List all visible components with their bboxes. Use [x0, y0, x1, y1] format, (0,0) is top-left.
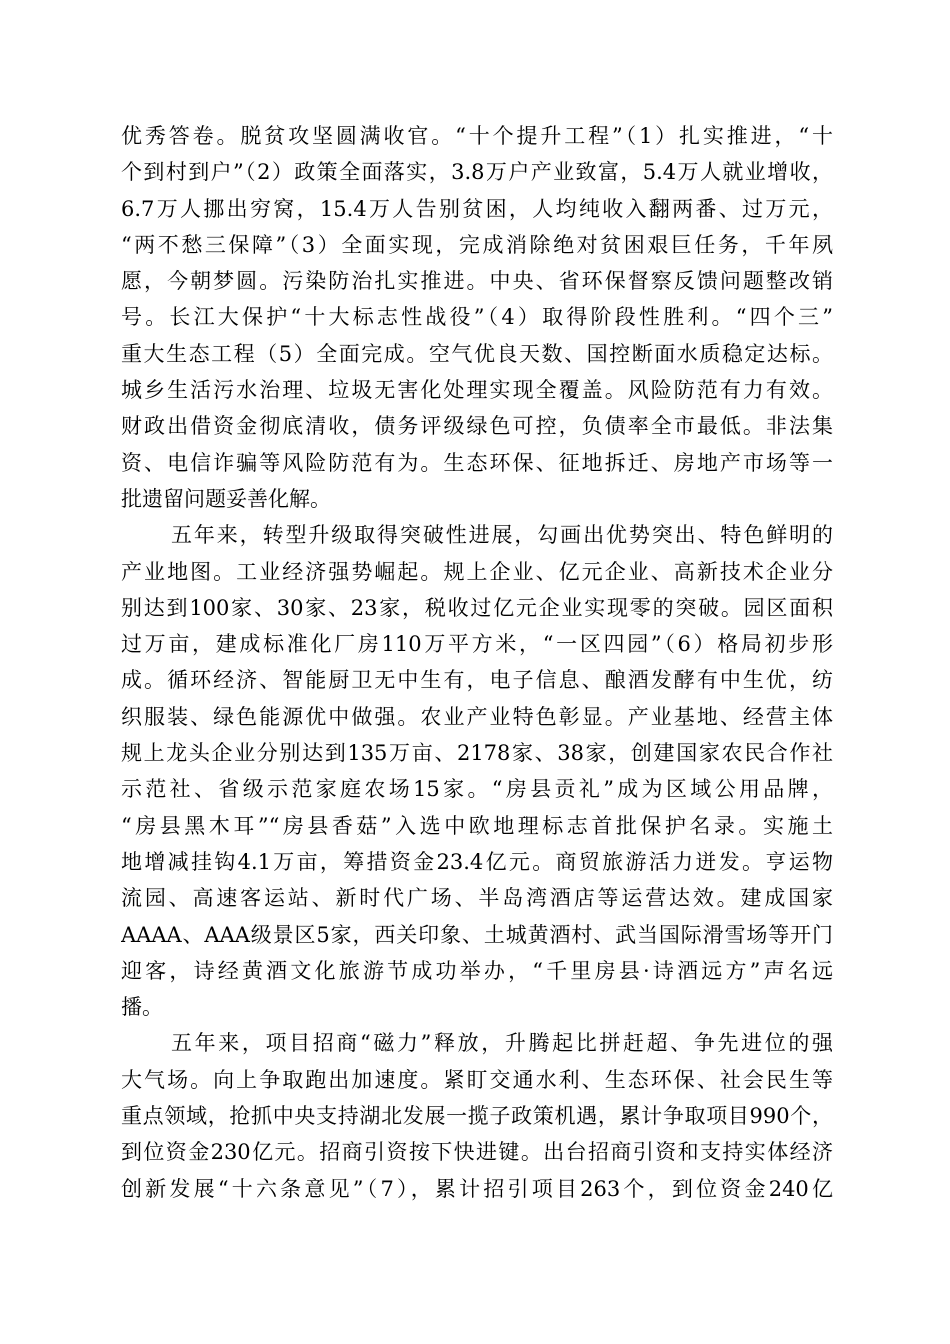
paragraph-start-line: 五年来，转型升级取得突破性进展，勾画出优势突出、特色鲜明的 [171, 523, 833, 548]
body-text [121, 118, 833, 1207]
text-line: 重点领域，抢抓中央支持湖北发展一揽子政策机遇，累计争取项目990个， [121, 1104, 833, 1129]
text-line: 迎客，诗经黄酒文化旅游节成功举办，“千里房县·诗酒远方”声名远 [121, 958, 833, 983]
text-line: 愿，今朝梦圆。污染防治扎实推进。中央、省环保督察反馈问题整改销 [121, 269, 833, 294]
text-line: 产业地图。工业经济强势崛起。规上企业、亿元企业、高新技术企业分 [121, 559, 833, 584]
text-line: 资、电信诈骗等风险防范有为。生态环保、征地拆迁、房地产市场等一 [121, 450, 833, 475]
text-line: 号。长江大保护“十大标志性战役”（4）取得阶段性胜利。“四个三” [121, 305, 833, 330]
text-line: 规上龙头企业分别达到135万亩、2178家、38家，创建国家农民合作社 [121, 741, 833, 766]
text-line: 批遗留问题妥善化解。 [121, 486, 331, 511]
text-line: 过万亩，建成标准化厂房110万平方米，“一区四园”（6）格局初步形 [121, 632, 833, 657]
text-line: 到位资金230亿元。招商引资按下快进键。出台招商引资和支持实体经济 [121, 1140, 833, 1165]
text-line: 城乡生活污水治理、垃圾无害化处理实现全覆盖。风险防范有力有效。 [121, 378, 833, 403]
text-line: 示范社、省级示范家庭农场15家。“房县贡礼”成为区域公用品牌， [121, 777, 833, 802]
text-line: 大气场。向上争取跑出加速度。紧盯交通水利、生态环保、社会民生等 [121, 1067, 833, 1092]
text-line: 流园、高速客运站、新时代广场、半岛湾酒店等运营达效。建成国家 [121, 886, 833, 911]
text-line: 6.7万人挪出穷窝，15.4万人告别贫困，人均纯收入翻两番、过万元， [121, 196, 833, 221]
text-line: 别达到100家、30家、23家，税收过亿元企业实现零的突破。园区面积 [121, 595, 833, 620]
text-line: 地增减挂钩4.1万亩，筹措资金23.4亿元。商贸旅游活力迸发。亨运物 [121, 849, 833, 874]
text-line: 个到村到户”（2）政策全面落实，3.8万户产业致富，5.4万人就业增收， [121, 160, 833, 185]
text-line: 优秀答卷。脱贫攻坚圆满收官。“十个提升工程”（1）扎实推进，“十 [121, 124, 833, 148]
text-line: 重大生态工程（5）全面完成。空气优良天数、国控断面水质稳定达标。 [121, 341, 833, 366]
text-line: 财政出借资金彻底清收，债务评级绿色可控，负债率全市最低。非法集 [121, 414, 833, 439]
text-line: “房县黑木耳”“房县香菇”入选中欧地理标志首批保护名录。实施土 [121, 813, 833, 838]
text-line: 织服装、绿色能源优中做强。农业产业特色彰显。产业基地、经营主体 [121, 704, 833, 729]
text-line: “两不愁三保障”（3）全面实现，完成消除绝对贫困艰巨任务，千年夙 [121, 232, 833, 257]
paragraph-start-line: 五年来，项目招商“磁力”释放，升腾起比拼赶超、争先进位的强 [171, 1031, 833, 1056]
text-line: AAAA、AAA级景区5家，西关印象、土城黄酒村、武当国际滑雪场等开门 [121, 922, 833, 947]
text-line: 成。循环经济、智能厨卫无中生有，电子信息、酿酒发酵有中生优，纺 [121, 668, 833, 693]
text-line: 创新发展“十六条意见”（7），累计招引项目263个，到位资金240亿 [121, 1176, 833, 1201]
text-line: 播。 [121, 995, 163, 1020]
